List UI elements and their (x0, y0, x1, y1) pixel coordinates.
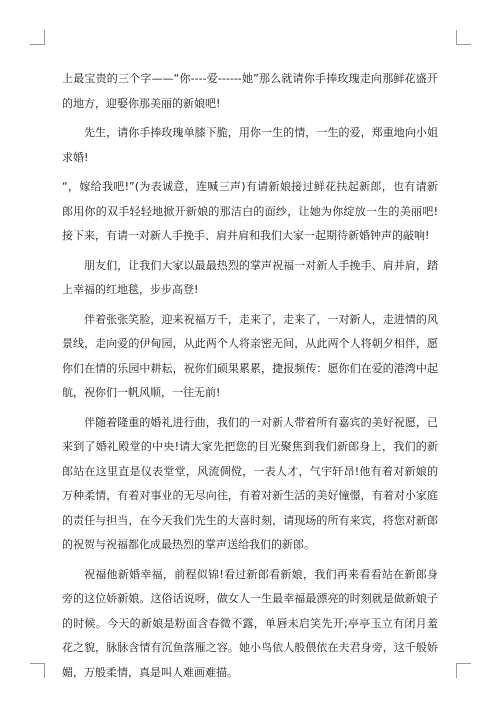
paragraph: 朋友们，让我们大家以最最热烈的掌声祝福一对新人手挽手、肩并肩，踏上幸福的红地毯，步步高登! (62, 258, 438, 296)
paragraph: 伴着张张笑脸，迎来祝福万千，走来了，走来了，一对新人，走进情的风景线，走向爱的伊甸园，从此两个人将亲密无间，从此两个人将朝夕相伴，愿你们在情的乐园中耕耘，祝你们硕果累累，捷报频传：愿你们在爱的港湾中起航，祝你们一帆风顺，一往无前! (62, 312, 438, 399)
crop-mark-bottom-left (30, 663, 45, 678)
crop-mark-top-left (30, 30, 45, 45)
crop-mark-bottom-right (456, 663, 471, 678)
paragraph: 祝福他新婚幸福，前程似锦!看过新郎看新娘，我们再来看看站在新郎身旁的这位娇新娘。这俗话说呀，做女人一生最幸福最漂亮的时刻就是做新娘子的时候。今天的新娘是粉面含春微不露，单唇未启笑先开;亭亭玉立有闭月羞花之貌，脉脉含情有沉鱼落雁之容。她小鸟依人般偎依在夫君身旁，这千般娇媚，万般柔情，真是叫人难画难描。 (62, 567, 438, 679)
crop-mark-top-right (456, 30, 471, 45)
paragraph: 上最宝贵的三个字——“你----爱------她”那么就请你手捧玫瑰走向那鲜花盛开的地方，迎娶你那美丽的新娘吧! (62, 72, 438, 110)
paragraph: 伴随着隆重的婚礼进行曲，我们的一对新人带着所有嘉宾的美好祝愿，已来到了婚礼殿堂的中央!请大家先把您的目光聚焦到我们新郎身上，我们的新郎站在这里直是仪表堂堂，风流倜傥，一表人才，气宇轩昂!他有着对新娘的万种柔情，有着对事业的无尽向往，有着对新生活的美好憧憬，有着对小家庭的责任与担当，在今天我们先生的大喜时刻，请现场的所有来宾，将您对新郎的祝贺与祝福都化成最热烈的掌声送给我们的新郎。 (62, 415, 438, 551)
paragraph: “，嫁给我吧!”(为表诚意，连喊三声)有请新娘接过鲜花扶起新郎，也有请新郎用你的双手轻轻地掀开新娘的那洁白的面纱，让她为你绽放一生的美丽吧!接下来，有请一对新人手挽手、肩并肩和我们大家一起期待新婚钟声的敲响! (62, 180, 438, 242)
paragraph: 先生，请你手捧玫瑰单膝下脆，用你一生的情，一生的爱，郑重地向小姐求婚! (62, 126, 438, 164)
document-body (62, 67, 438, 690)
